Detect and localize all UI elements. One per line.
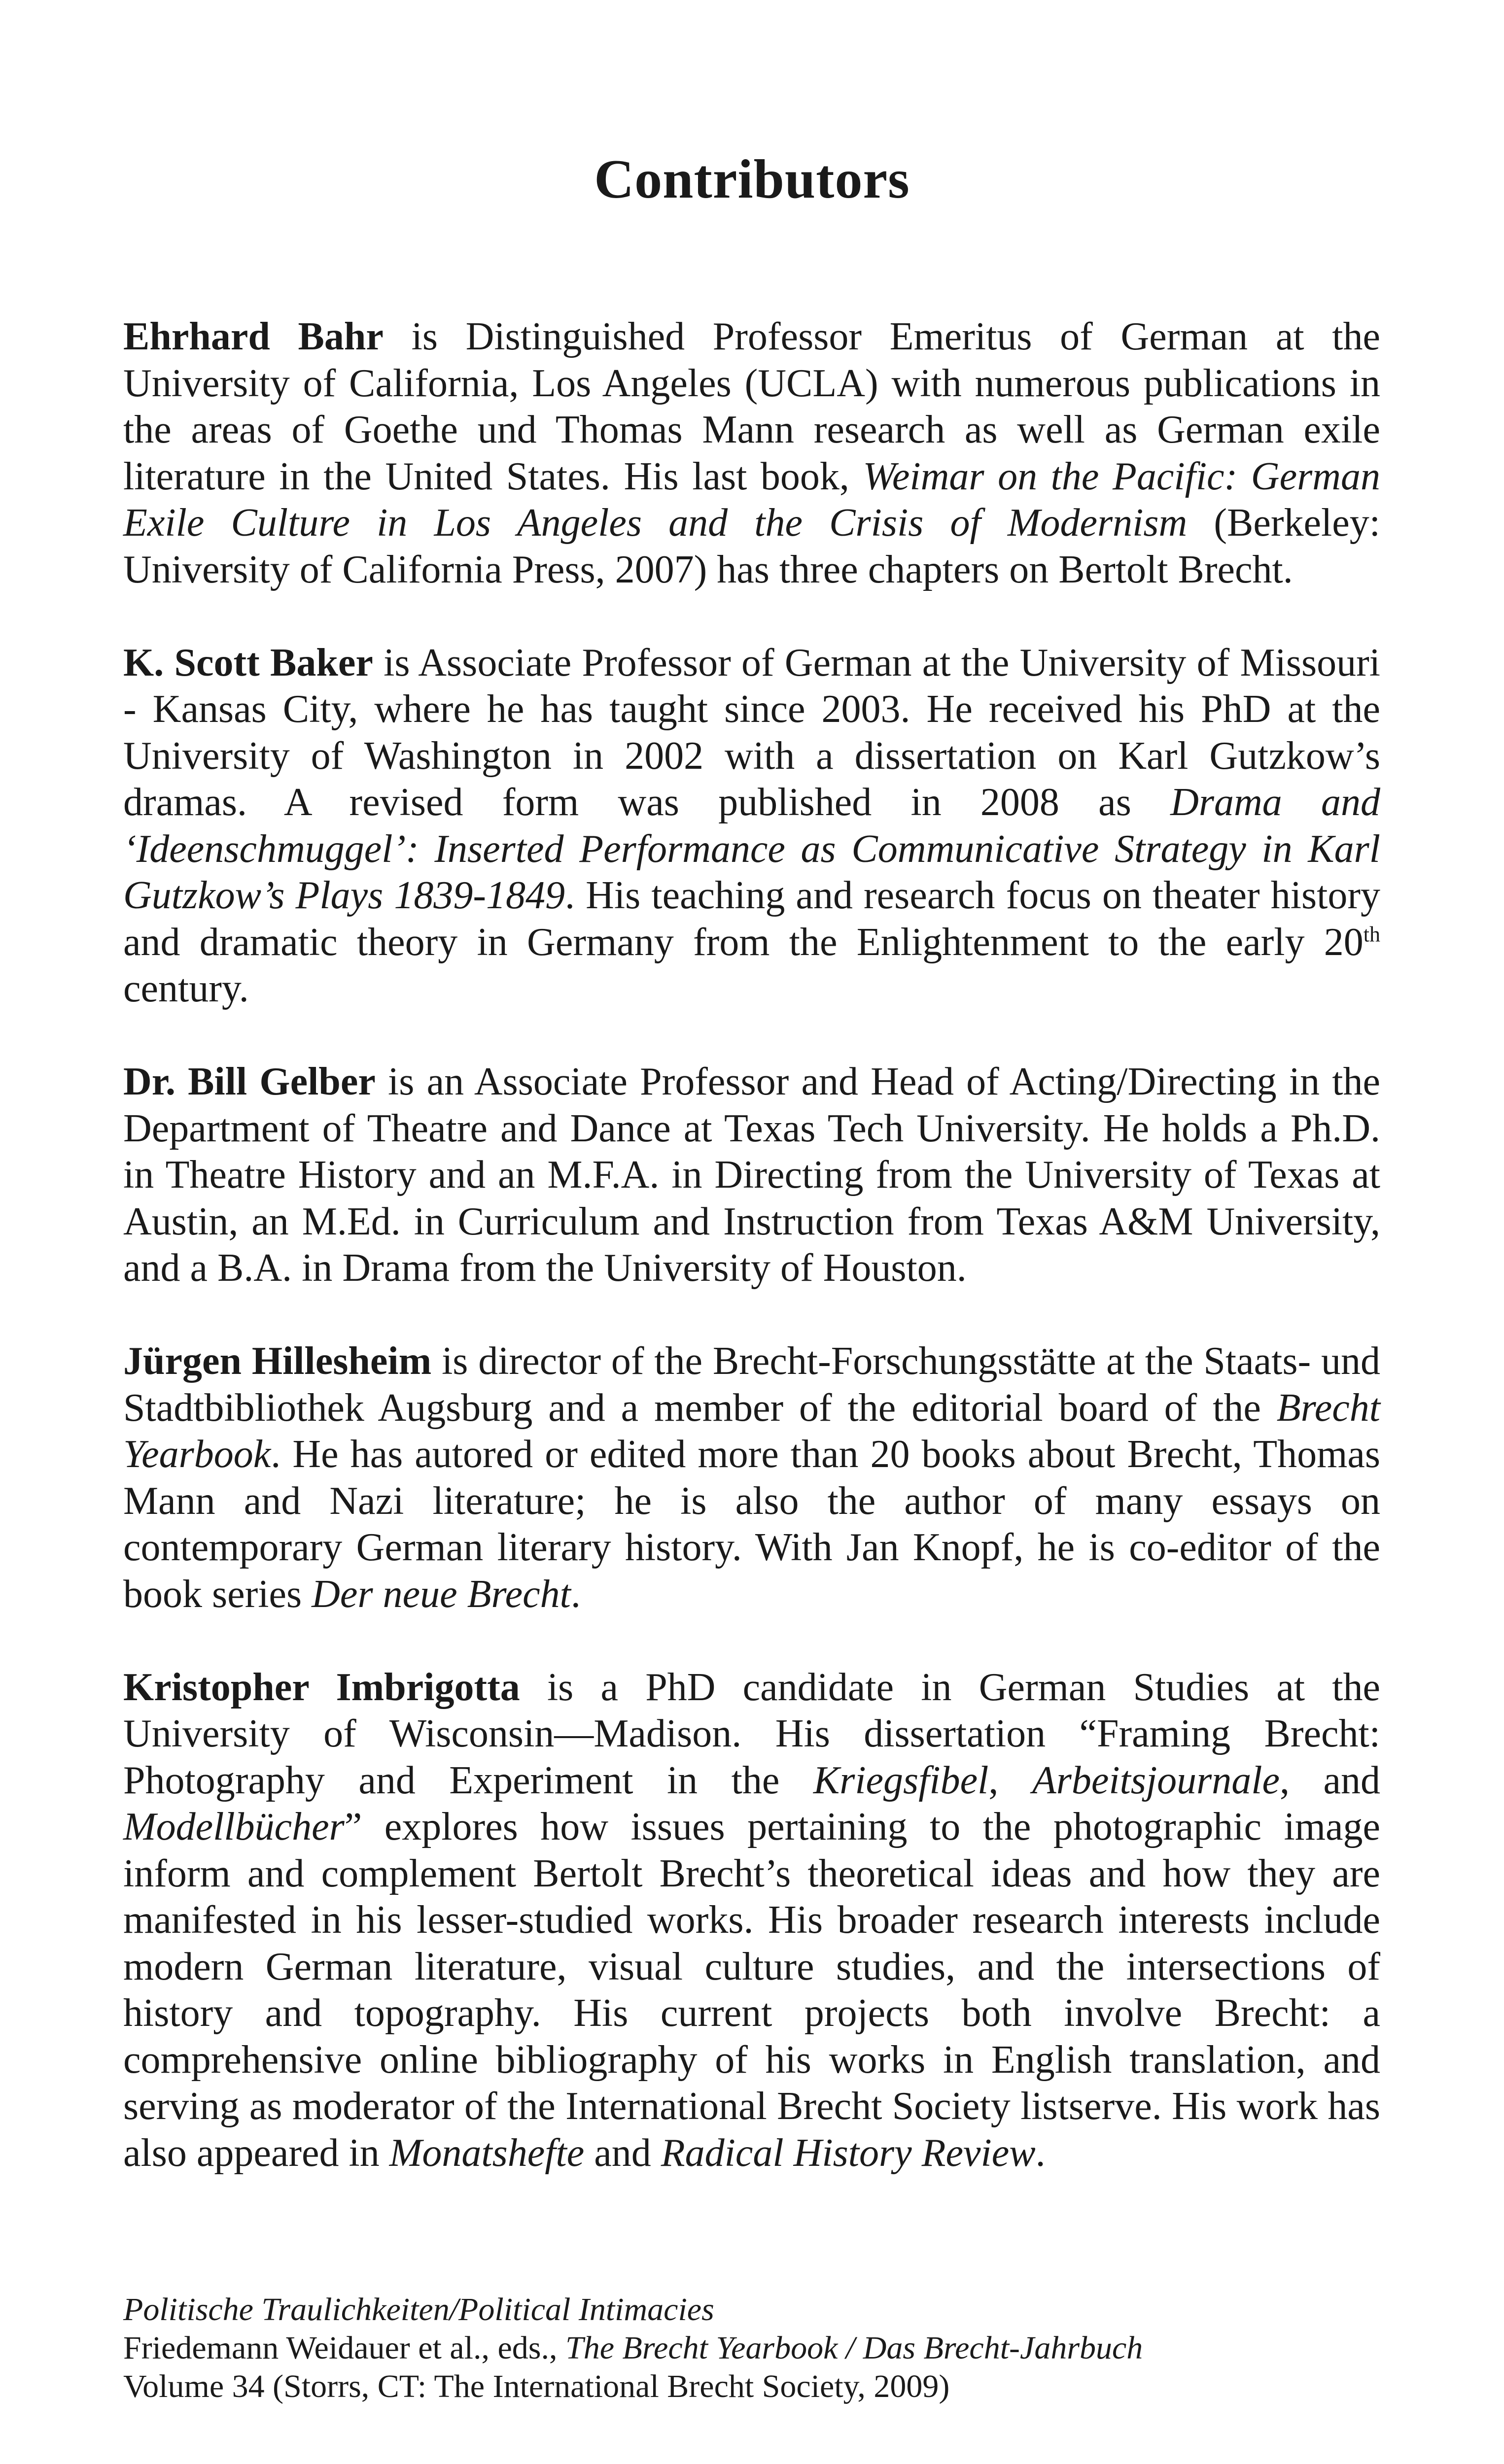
editors: Friedemann Weidauer et al., eds.,: [123, 2330, 565, 2366]
contributor-bio: is Associate Professor of German at the University of Missouri - Kansas City, where he has taught since 2003. He received his PhD at the University of Washington in 2002 with a dissertation on Karl Gutzkow’s dramas. A revised form was published in 2008 as: [123, 641, 1381, 824]
book-title: Drama and ‘Ideenschmuggel’: Inserted Performance as Communicative Strategy in Karl Gutzkow’s Plays 1839-1849: [123, 781, 1381, 917]
contributor-bio: .: [570, 1572, 581, 1616]
contributor-entry-bahr: [123, 313, 1380, 593]
contributor-bio: . His teaching and research focus on theater history and dramatic theory in Germany from the Enlightenment to the early 20: [123, 874, 1380, 964]
page-title: Contributors: [594, 149, 910, 210]
contributor-entry-imbrigotta: [123, 1664, 1380, 2177]
contributor-name: Dr. Bill Gelber: [123, 1060, 376, 1103]
work-title: Kriegsfibel: [813, 1758, 989, 1802]
contributor-bio: is an Associate Professor and Head of Acting/Directing in the Department of Theatre and Dance at Texas Tech University. He holds a Ph.D. in Theatre History and an M.F.A. in Directing from the University of Texas at Austin, an M.Ed. in Curriculum and Instruction from Texas A&M University, and a B.A. in Drama from the University of Houston.: [123, 1060, 1380, 1290]
contributor-name: Jürgen Hillesheim: [123, 1339, 432, 1383]
separator: ,: [988, 1758, 1032, 1802]
separator: and: [584, 2131, 661, 2175]
ordinal-suffix: th: [1363, 922, 1380, 946]
footer-volume-title-line: [123, 2291, 1380, 2329]
journal-title: Monatshefte: [389, 2131, 585, 2175]
journal-title: Radical History Review: [661, 2131, 1036, 2175]
contributors-list: [123, 313, 1380, 2223]
book-title: Weimar on the Pacific: German Exile Culture in Los Angeles and the Crisis of Modernism: [123, 454, 1380, 545]
contributor-name: Kristopher Imbrigotta: [123, 1665, 520, 1709]
separator: , and: [1280, 1758, 1380, 1802]
contributor-bio: (Berkeley: University of California Press, 2007) has three chapters on Bertolt Brecht.: [123, 501, 1380, 591]
contributor-name: K. Scott Baker: [123, 641, 373, 684]
work-title: Modellbücher: [123, 1805, 345, 1848]
footer-editors-line: [123, 2329, 1380, 2367]
contributor-bio: is Distinguished Professor Emeritus of German at the University of California, Los Angeles (UCLA) with numerous publications in the areas of Goethe und Thomas Mann research as well as German exile literature in the United States. His last book,: [123, 315, 1380, 498]
contributor-bio: . He has autored or edited more than 20 books about Brecht, Thomas Mann and Nazi literature; he is also the author of many essays on contemporary German literary history. With Jan Knopf, he is co-editor of the book series: [123, 1433, 1380, 1616]
series-title: Der neue Brecht: [312, 1572, 571, 1616]
contributor-entry-baker: [123, 640, 1380, 1012]
work-title: Arbeitsjournale: [1032, 1758, 1280, 1802]
contributor-bio: .: [1035, 2131, 1046, 2175]
contributor-bio: ” explores how issues pertaining to the photographic image inform and complement Bertolt Brecht’s theoretical ideas and how they are manifested in his lesser-studied works. His broader research interests include modern German literature, visual culture studies, and the intersections of history and topography. His current projects both involve Brecht: a comprehensive online bibliography of his works in English translation, and serving as moderator of the International Brecht Society listserve. His work has also appeared in: [123, 1805, 1380, 2175]
contributor-name: Ehrhard Bahr: [123, 315, 384, 358]
footer-publication-line: Volume 34 (Storrs, CT: The International Brecht Society, 2009): [123, 2368, 950, 2404]
contributor-bio: century.: [123, 967, 249, 1010]
contributor-bio: is a PhD candidate in German Studies at the University of Wisconsin—Madison. His dissertation “Framing Brecht: Photography and Experiment in the: [123, 1665, 1380, 1802]
yearbook-title: The Brecht Yearbook / Das Brecht-Jahrbuch: [565, 2330, 1143, 2366]
contributor-entry-hillesheim: [123, 1338, 1380, 1617]
contributor-entry-gelber: [123, 1059, 1380, 1292]
citation-footer: [123, 2291, 1380, 2406]
contributor-bio: is director of the Brecht-Forschungsstätte at the Staats- und Stadtbibliothek Augsburg and a member of the editorial board of the: [123, 1339, 1380, 1430]
volume-title: Politische Traulichkeiten/Political Intimacies: [123, 2292, 714, 2327]
journal-title: Brecht Yearbook: [123, 1386, 1380, 1476]
